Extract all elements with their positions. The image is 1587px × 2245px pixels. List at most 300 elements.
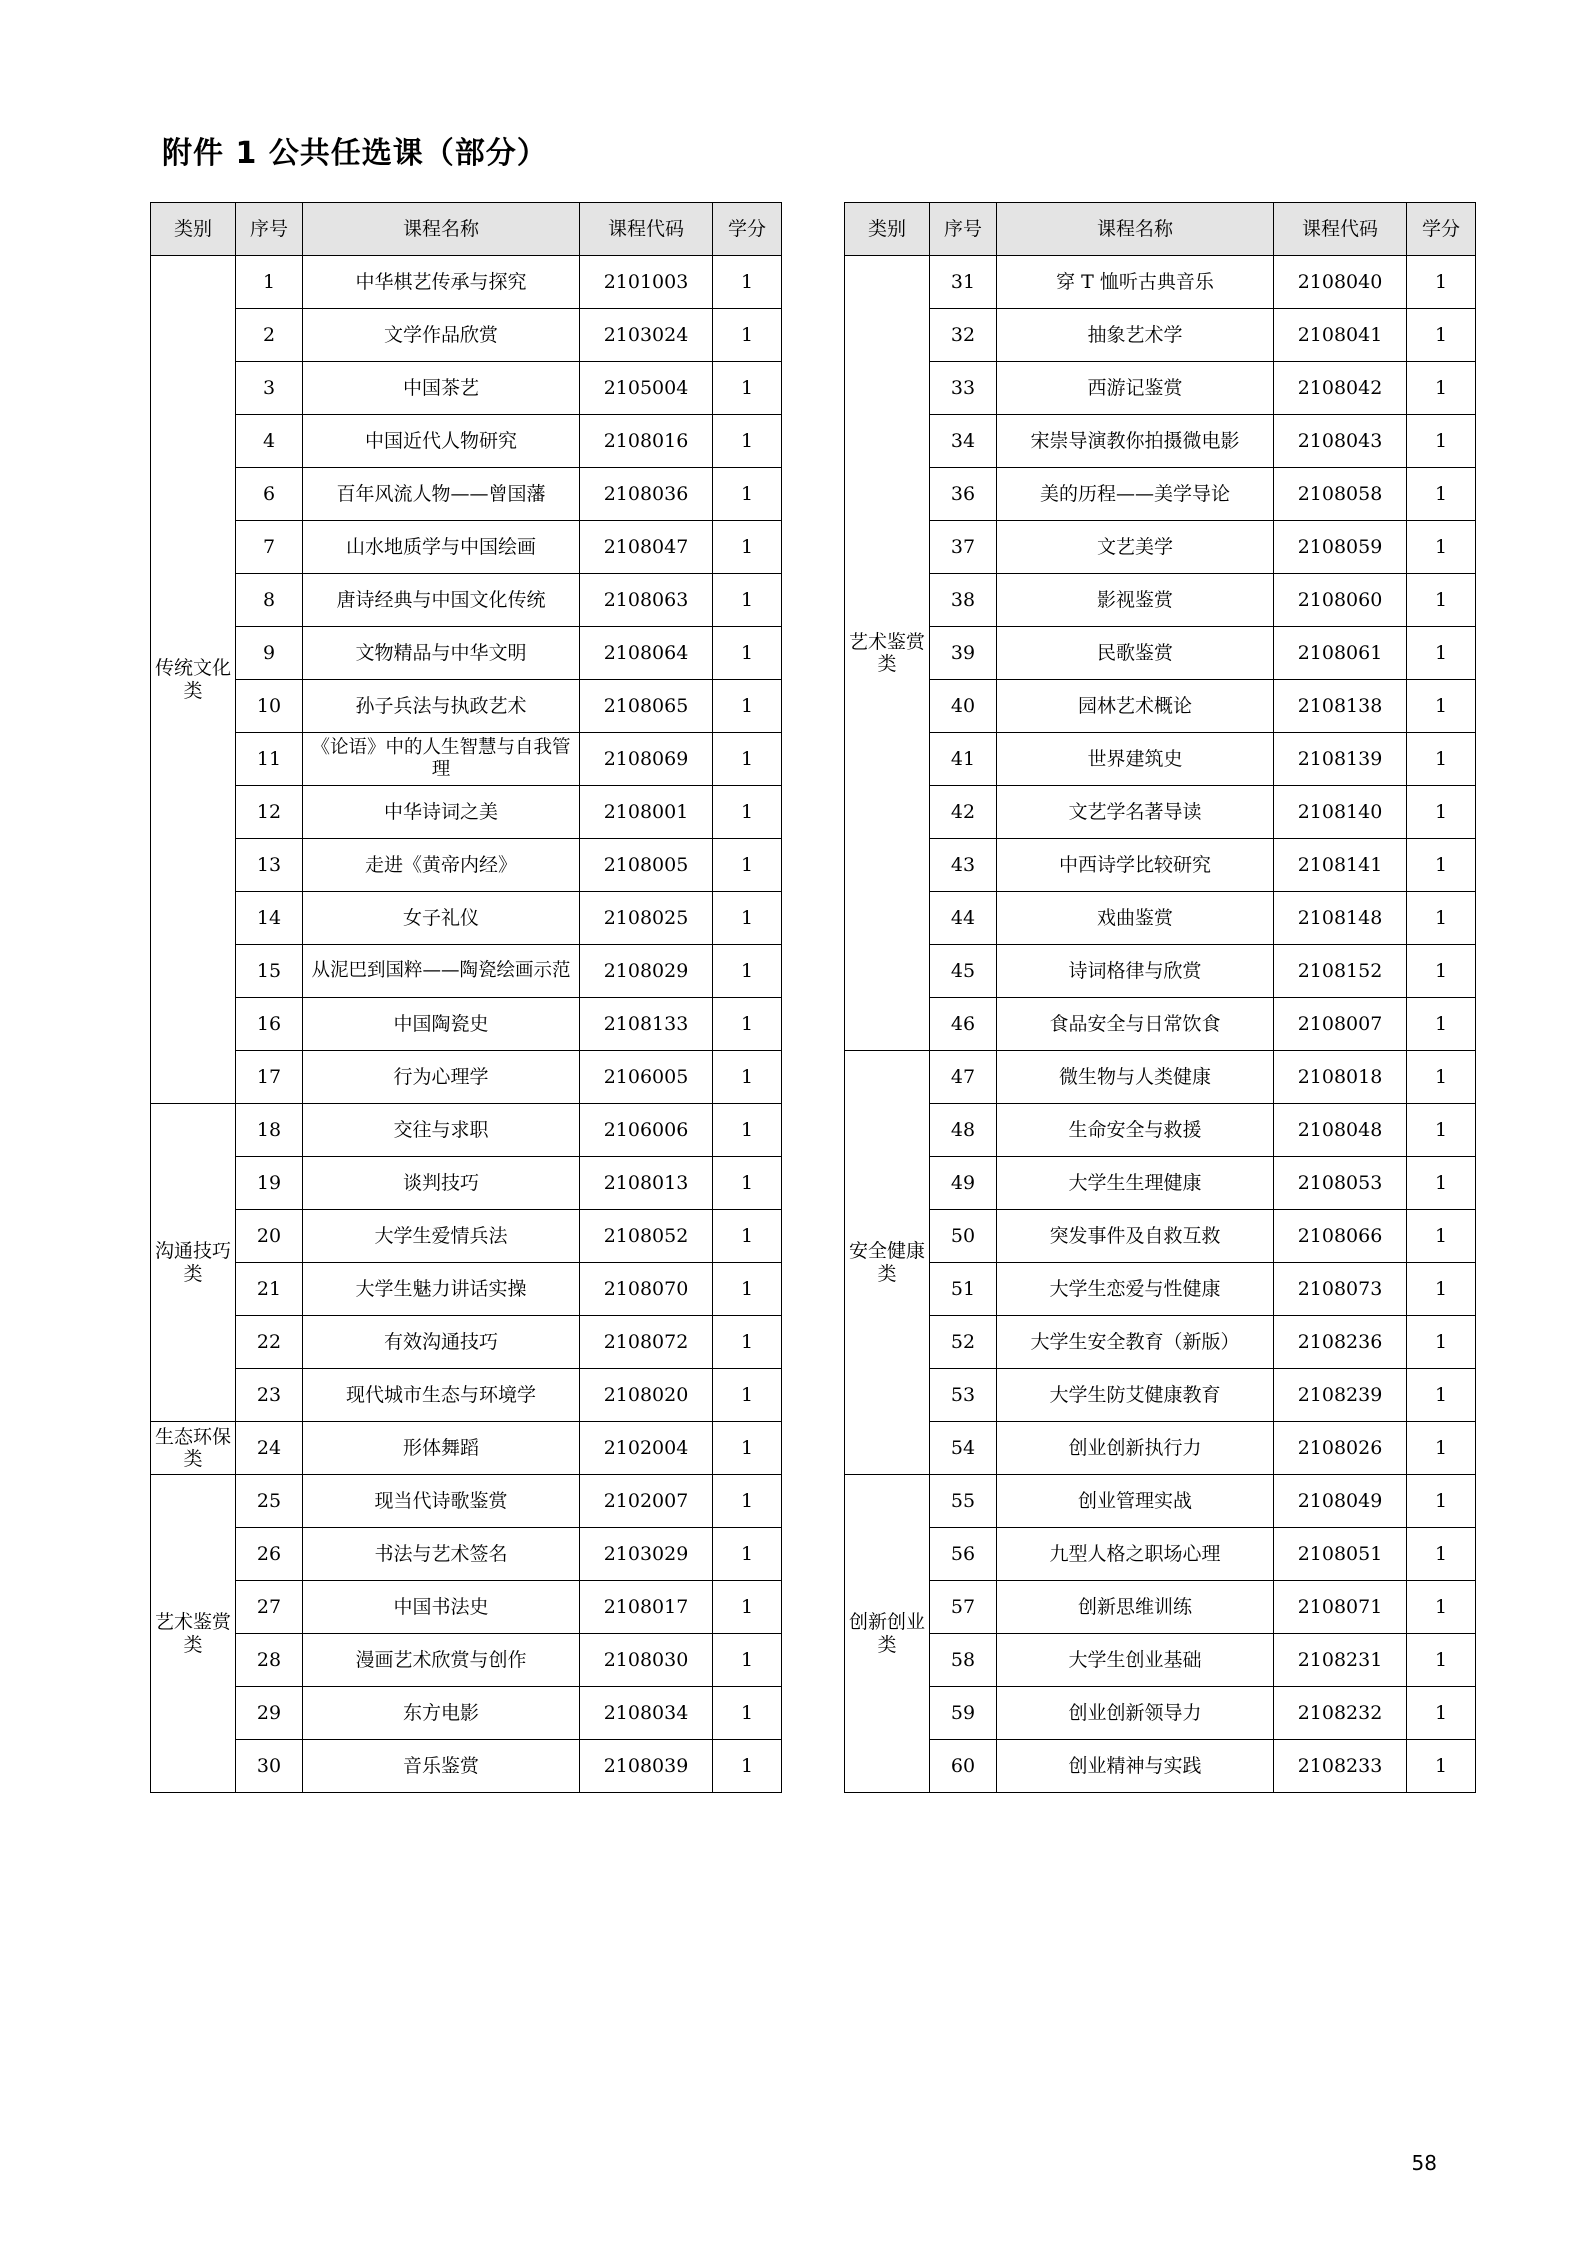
credits-cell: 1: [713, 1634, 782, 1687]
course-name-cell: 孙子兵法与执政艺术: [303, 680, 580, 733]
credits-cell: 1: [1407, 362, 1476, 415]
row-number-cell: 14: [236, 892, 303, 945]
course-code-cell: 2108026: [1274, 1422, 1407, 1475]
credits-cell: 1: [1407, 680, 1476, 733]
course-name-cell: 音乐鉴赏: [303, 1740, 580, 1793]
course-code-cell: 2101003: [580, 256, 713, 309]
course-name-cell: 民歌鉴赏: [997, 627, 1274, 680]
row-number-cell: 60: [930, 1740, 997, 1793]
credits-cell: 1: [713, 1316, 782, 1369]
table-row: [151, 1157, 782, 1210]
table-header-row: [845, 203, 1476, 256]
row-number-cell: 37: [930, 521, 997, 574]
row-number-cell: 13: [236, 839, 303, 892]
header-category: 类别: [151, 203, 236, 256]
row-number-cell: 18: [236, 1104, 303, 1157]
course-code-cell: 2108041: [1274, 309, 1407, 362]
table-row: [151, 1740, 782, 1793]
course-code-cell: 2108030: [580, 1634, 713, 1687]
course-name-cell: 抽象艺术学: [997, 309, 1274, 362]
credits-cell: 1: [1407, 945, 1476, 998]
course-code-cell: 2105004: [580, 362, 713, 415]
credits-cell: 1: [1407, 627, 1476, 680]
course-name-cell: 大学生恋爱与性健康: [997, 1263, 1274, 1316]
row-number-cell: 26: [236, 1528, 303, 1581]
course-code-cell: 2108048: [1274, 1104, 1407, 1157]
course-code-cell: 2108063: [580, 574, 713, 627]
table-row: [151, 1316, 782, 1369]
course-code-cell: 2108042: [1274, 362, 1407, 415]
table-row: [151, 574, 782, 627]
row-number-cell: 10: [236, 680, 303, 733]
credits-cell: 1: [1407, 1422, 1476, 1475]
credits-cell: 1: [1407, 1051, 1476, 1104]
table-row: [845, 1422, 1476, 1475]
table-row: [845, 945, 1476, 998]
table-row: [845, 1263, 1476, 1316]
course-name-cell: 生命安全与救援: [997, 1104, 1274, 1157]
credits-cell: 1: [1407, 733, 1476, 786]
credits-cell: 1: [713, 733, 782, 786]
row-number-cell: 27: [236, 1581, 303, 1634]
table-row: [845, 1475, 1476, 1528]
credits-cell: 1: [1407, 998, 1476, 1051]
course-name-cell: 大学生防艾健康教育: [997, 1369, 1274, 1422]
course-name-cell: 微生物与人类健康: [997, 1051, 1274, 1104]
credits-cell: 1: [713, 627, 782, 680]
course-code-cell: 2108064: [580, 627, 713, 680]
table-row: [845, 415, 1476, 468]
row-number-cell: 2: [236, 309, 303, 362]
row-number-cell: 49: [930, 1157, 997, 1210]
table-row: [845, 1581, 1476, 1634]
table-row: [845, 839, 1476, 892]
course-name-cell: 穿 T 恤听古典音乐: [997, 256, 1274, 309]
course-name-cell: 山水地质学与中国绘画: [303, 521, 580, 574]
course-name-cell: 文物精品与中华文明: [303, 627, 580, 680]
course-name-cell: 形体舞蹈: [303, 1422, 580, 1475]
table-body-right: [845, 256, 1476, 1793]
credits-cell: 1: [1407, 786, 1476, 839]
credits-cell: 1: [1407, 1210, 1476, 1263]
row-number-cell: 39: [930, 627, 997, 680]
course-name-cell: 美的历程——美学导论: [997, 468, 1274, 521]
table-row: [151, 1369, 782, 1422]
course-code-cell: 2103024: [580, 309, 713, 362]
course-name-cell: 大学生生理健康: [997, 1157, 1274, 1210]
course-name-cell: 食品安全与日常饮食: [997, 998, 1274, 1051]
credits-cell: 1: [713, 1104, 782, 1157]
course-code-cell: 2108061: [1274, 627, 1407, 680]
credits-cell: 1: [1407, 1475, 1476, 1528]
table-row: [151, 1528, 782, 1581]
credits-cell: 1: [1407, 1634, 1476, 1687]
course-name-cell: 中国陶瓷史: [303, 998, 580, 1051]
table-row: [151, 786, 782, 839]
course-name-cell: 西游记鉴赏: [997, 362, 1274, 415]
course-code-cell: 2108039: [580, 1740, 713, 1793]
credits-cell: 1: [1407, 1528, 1476, 1581]
header-number: 序号: [236, 203, 303, 256]
course-name-cell: 《论语》中的人生智慧与自我管理: [303, 733, 580, 786]
table-row: [845, 892, 1476, 945]
table-row: [151, 468, 782, 521]
credits-cell: 1: [713, 892, 782, 945]
table-row: [845, 574, 1476, 627]
row-number-cell: 59: [930, 1687, 997, 1740]
course-code-cell: 2108232: [1274, 1687, 1407, 1740]
row-number-cell: 36: [930, 468, 997, 521]
credits-cell: 1: [713, 839, 782, 892]
course-name-cell: 世界建筑史: [997, 733, 1274, 786]
credits-cell: 1: [1407, 415, 1476, 468]
table-row: [845, 1210, 1476, 1263]
row-number-cell: 22: [236, 1316, 303, 1369]
course-name-cell: 创业创新领导力: [997, 1687, 1274, 1740]
course-name-cell: 创业精神与实践: [997, 1740, 1274, 1793]
credits-cell: 1: [713, 415, 782, 468]
row-number-cell: 45: [930, 945, 997, 998]
credits-cell: 1: [1407, 309, 1476, 362]
header-course-name: 课程名称: [303, 203, 580, 256]
table-row: [151, 945, 782, 998]
course-name-cell: 现当代诗歌鉴赏: [303, 1475, 580, 1528]
course-code-cell: 2108058: [1274, 468, 1407, 521]
table-row: [845, 1157, 1476, 1210]
row-number-cell: 48: [930, 1104, 997, 1157]
credits-cell: 1: [713, 1263, 782, 1316]
table-row: [845, 733, 1476, 786]
course-name-cell: 影视鉴赏: [997, 574, 1274, 627]
category-cell: 艺术鉴赏类: [151, 1475, 236, 1793]
credits-cell: 1: [713, 1422, 782, 1475]
course-code-cell: 2108043: [1274, 415, 1407, 468]
table-row: [151, 998, 782, 1051]
row-number-cell: 25: [236, 1475, 303, 1528]
row-number-cell: 21: [236, 1263, 303, 1316]
course-code-cell: 2108239: [1274, 1369, 1407, 1422]
table-row: [845, 521, 1476, 574]
course-name-cell: 女子礼仪: [303, 892, 580, 945]
course-code-cell: 2108060: [1274, 574, 1407, 627]
credits-cell: 1: [1407, 574, 1476, 627]
course-code-cell: 2108040: [1274, 256, 1407, 309]
header-course-code: 课程代码: [1274, 203, 1407, 256]
course-code-cell: 2108071: [1274, 1581, 1407, 1634]
table-row: [845, 1687, 1476, 1740]
table-row: [845, 256, 1476, 309]
row-number-cell: 41: [930, 733, 997, 786]
row-number-cell: 33: [930, 362, 997, 415]
row-number-cell: 20: [236, 1210, 303, 1263]
course-code-cell: 2108051: [1274, 1528, 1407, 1581]
table-row: [845, 1369, 1476, 1422]
course-code-cell: 2108066: [1274, 1210, 1407, 1263]
course-code-cell: 2108034: [580, 1687, 713, 1740]
table-row: [845, 627, 1476, 680]
table-row: [151, 1210, 782, 1263]
course-code-cell: 2108005: [580, 839, 713, 892]
credits-cell: 1: [713, 1581, 782, 1634]
credits-cell: 1: [713, 256, 782, 309]
course-code-cell: 2108020: [580, 1369, 713, 1422]
table-row: [151, 1051, 782, 1104]
row-number-cell: 7: [236, 521, 303, 574]
row-number-cell: 30: [236, 1740, 303, 1793]
credits-cell: 1: [713, 1740, 782, 1793]
row-number-cell: 6: [236, 468, 303, 521]
course-name-cell: 宋崇导演教你拍摄微电影: [997, 415, 1274, 468]
table-row: [151, 309, 782, 362]
course-name-cell: 有效沟通技巧: [303, 1316, 580, 1369]
credits-cell: 1: [713, 945, 782, 998]
table-row: [151, 1475, 782, 1528]
course-name-cell: 中国茶艺: [303, 362, 580, 415]
table-row: [845, 1051, 1476, 1104]
row-number-cell: 12: [236, 786, 303, 839]
course-code-cell: 2108013: [580, 1157, 713, 1210]
course-code-cell: 2108049: [1274, 1475, 1407, 1528]
table-row: [151, 627, 782, 680]
row-number-cell: 19: [236, 1157, 303, 1210]
category-cell: 艺术鉴赏类: [845, 256, 930, 1051]
course-name-cell: 大学生安全教育（新版）: [997, 1316, 1274, 1369]
course-table-left: [150, 202, 782, 1793]
table-row: [151, 1687, 782, 1740]
credits-cell: 1: [713, 1210, 782, 1263]
course-code-cell: 2108069: [580, 733, 713, 786]
table-row: [845, 309, 1476, 362]
credits-cell: 1: [1407, 1581, 1476, 1634]
credits-cell: 1: [1407, 256, 1476, 309]
header-credits: 学分: [1407, 203, 1476, 256]
table-header-row: [151, 203, 782, 256]
course-name-cell: 文学作品欣赏: [303, 309, 580, 362]
table-row: [845, 786, 1476, 839]
credits-cell: 1: [713, 362, 782, 415]
course-code-cell: 2108133: [580, 998, 713, 1051]
credits-cell: 1: [1407, 892, 1476, 945]
course-code-cell: 2108053: [1274, 1157, 1407, 1210]
course-code-cell: 2108016: [580, 415, 713, 468]
category-cell: 沟通技巧类: [151, 1104, 236, 1422]
header-number: 序号: [930, 203, 997, 256]
row-number-cell: 43: [930, 839, 997, 892]
row-number-cell: 24: [236, 1422, 303, 1475]
course-code-cell: 2108029: [580, 945, 713, 998]
course-name-cell: 文艺学名著导读: [997, 786, 1274, 839]
course-name-cell: 行为心理学: [303, 1051, 580, 1104]
credits-cell: 1: [713, 1528, 782, 1581]
row-number-cell: 47: [930, 1051, 997, 1104]
table-row: [845, 468, 1476, 521]
course-name-cell: 中西诗学比较研究: [997, 839, 1274, 892]
credits-cell: 1: [713, 1475, 782, 1528]
course-code-cell: 2108065: [580, 680, 713, 733]
course-name-cell: 交往与求职: [303, 1104, 580, 1157]
page-title: 附件 1 公共任选课（部分）: [162, 136, 548, 171]
row-number-cell: 34: [930, 415, 997, 468]
credits-cell: 1: [713, 1051, 782, 1104]
course-code-cell: 2108047: [580, 521, 713, 574]
credits-cell: 1: [713, 309, 782, 362]
table-body-left: [151, 256, 782, 1793]
course-name-cell: 现代城市生态与环境学: [303, 1369, 580, 1422]
row-number-cell: 31: [930, 256, 997, 309]
header-course-name: 课程名称: [997, 203, 1274, 256]
course-code-cell: 2108052: [580, 1210, 713, 1263]
credits-cell: 1: [1407, 468, 1476, 521]
course-name-cell: 中国近代人物研究: [303, 415, 580, 468]
credits-cell: 1: [713, 786, 782, 839]
row-number-cell: 57: [930, 1581, 997, 1634]
credits-cell: 1: [1407, 839, 1476, 892]
course-name-cell: 创新思维训练: [997, 1581, 1274, 1634]
row-number-cell: 44: [930, 892, 997, 945]
credits-cell: 1: [1407, 1740, 1476, 1793]
course-code-cell: 2108138: [1274, 680, 1407, 733]
course-tables-container: [150, 202, 1460, 1793]
credits-cell: 1: [713, 680, 782, 733]
course-name-cell: 大学生爱情兵法: [303, 1210, 580, 1263]
row-number-cell: 9: [236, 627, 303, 680]
course-name-cell: 诗词格律与欣赏: [997, 945, 1274, 998]
course-code-cell: 2108072: [580, 1316, 713, 1369]
course-name-cell: 园林艺术概论: [997, 680, 1274, 733]
header-course-code: 课程代码: [580, 203, 713, 256]
table-row: [151, 415, 782, 468]
row-number-cell: 38: [930, 574, 997, 627]
course-code-cell: 2106005: [580, 1051, 713, 1104]
table-row: [845, 1316, 1476, 1369]
course-code-cell: 2108152: [1274, 945, 1407, 998]
credits-cell: 1: [1407, 521, 1476, 574]
table-row: [845, 362, 1476, 415]
course-name-cell: 漫画艺术欣赏与创作: [303, 1634, 580, 1687]
credits-cell: 1: [713, 1157, 782, 1210]
table-row: [151, 256, 782, 309]
table-row: [151, 521, 782, 574]
table-row: [845, 680, 1476, 733]
table-row: [151, 1422, 782, 1475]
table-row: [151, 733, 782, 786]
course-code-cell: 2106006: [580, 1104, 713, 1157]
category-cell: 创新创业类: [845, 1475, 930, 1793]
course-code-cell: 2103029: [580, 1528, 713, 1581]
row-number-cell: 42: [930, 786, 997, 839]
table-row: [151, 892, 782, 945]
header-category: 类别: [845, 203, 930, 256]
course-name-cell: 中国书法史: [303, 1581, 580, 1634]
course-name-cell: 唐诗经典与中国文化传统: [303, 574, 580, 627]
course-code-cell: 2108018: [1274, 1051, 1407, 1104]
category-cell: 传统文化类: [151, 256, 236, 1104]
course-code-cell: 2108059: [1274, 521, 1407, 574]
course-code-cell: 2108017: [580, 1581, 713, 1634]
row-number-cell: 55: [930, 1475, 997, 1528]
row-number-cell: 17: [236, 1051, 303, 1104]
category-cell: 生态环保类: [151, 1422, 236, 1475]
credits-cell: 1: [1407, 1157, 1476, 1210]
course-code-cell: 2108070: [580, 1263, 713, 1316]
course-code-cell: 2102007: [580, 1475, 713, 1528]
row-number-cell: 16: [236, 998, 303, 1051]
table-row: [845, 998, 1476, 1051]
course-name-cell: 中华诗词之美: [303, 786, 580, 839]
header-credits: 学分: [713, 203, 782, 256]
table-row: [151, 839, 782, 892]
row-number-cell: 4: [236, 415, 303, 468]
course-name-cell: 谈判技巧: [303, 1157, 580, 1210]
row-number-cell: 58: [930, 1634, 997, 1687]
credits-cell: 1: [1407, 1104, 1476, 1157]
row-number-cell: 11: [236, 733, 303, 786]
table-row: [845, 1528, 1476, 1581]
course-name-cell: 九型人格之职场心理: [997, 1528, 1274, 1581]
page-number: 58: [1411, 2151, 1437, 2175]
course-table-right: [844, 202, 1476, 1793]
row-number-cell: 56: [930, 1528, 997, 1581]
course-code-cell: 2108236: [1274, 1316, 1407, 1369]
credits-cell: 1: [713, 521, 782, 574]
credits-cell: 1: [713, 998, 782, 1051]
course-code-cell: 2108233: [1274, 1740, 1407, 1793]
credits-cell: 1: [713, 574, 782, 627]
row-number-cell: 40: [930, 680, 997, 733]
row-number-cell: 52: [930, 1316, 997, 1369]
course-name-cell: 走进《黄帝内经》: [303, 839, 580, 892]
row-number-cell: 3: [236, 362, 303, 415]
table-row: [845, 1740, 1476, 1793]
course-name-cell: 从泥巴到国粹——陶瓷绘画示范: [303, 945, 580, 998]
table-row: [151, 1634, 782, 1687]
course-code-cell: 2108073: [1274, 1263, 1407, 1316]
course-name-cell: 百年风流人物——曾国藩: [303, 468, 580, 521]
course-name-cell: 中华棋艺传承与探究: [303, 256, 580, 309]
course-code-cell: 2108139: [1274, 733, 1407, 786]
course-code-cell: 2108036: [580, 468, 713, 521]
credits-cell: 1: [1407, 1316, 1476, 1369]
table-row: [845, 1634, 1476, 1687]
course-code-cell: 2108001: [580, 786, 713, 839]
credits-cell: 1: [713, 1687, 782, 1740]
table-row: [151, 1581, 782, 1634]
course-code-cell: 2108025: [580, 892, 713, 945]
row-number-cell: 1: [236, 256, 303, 309]
row-number-cell: 51: [930, 1263, 997, 1316]
row-number-cell: 23: [236, 1369, 303, 1422]
course-name-cell: 创业创新执行力: [997, 1422, 1274, 1475]
credits-cell: 1: [1407, 1369, 1476, 1422]
course-name-cell: 文艺美学: [997, 521, 1274, 574]
row-number-cell: 53: [930, 1369, 997, 1422]
row-number-cell: 54: [930, 1422, 997, 1475]
credits-cell: 1: [713, 468, 782, 521]
row-number-cell: 15: [236, 945, 303, 998]
category-cell: 安全健康类: [845, 1051, 930, 1475]
course-name-cell: 大学生创业基础: [997, 1634, 1274, 1687]
course-name-cell: 创业管理实战: [997, 1475, 1274, 1528]
row-number-cell: 8: [236, 574, 303, 627]
table-row: [151, 362, 782, 415]
credits-cell: 1: [1407, 1687, 1476, 1740]
table-row: [151, 1263, 782, 1316]
row-number-cell: 29: [236, 1687, 303, 1740]
row-number-cell: 32: [930, 309, 997, 362]
course-code-cell: 2102004: [580, 1422, 713, 1475]
credits-cell: 1: [1407, 1263, 1476, 1316]
row-number-cell: 28: [236, 1634, 303, 1687]
